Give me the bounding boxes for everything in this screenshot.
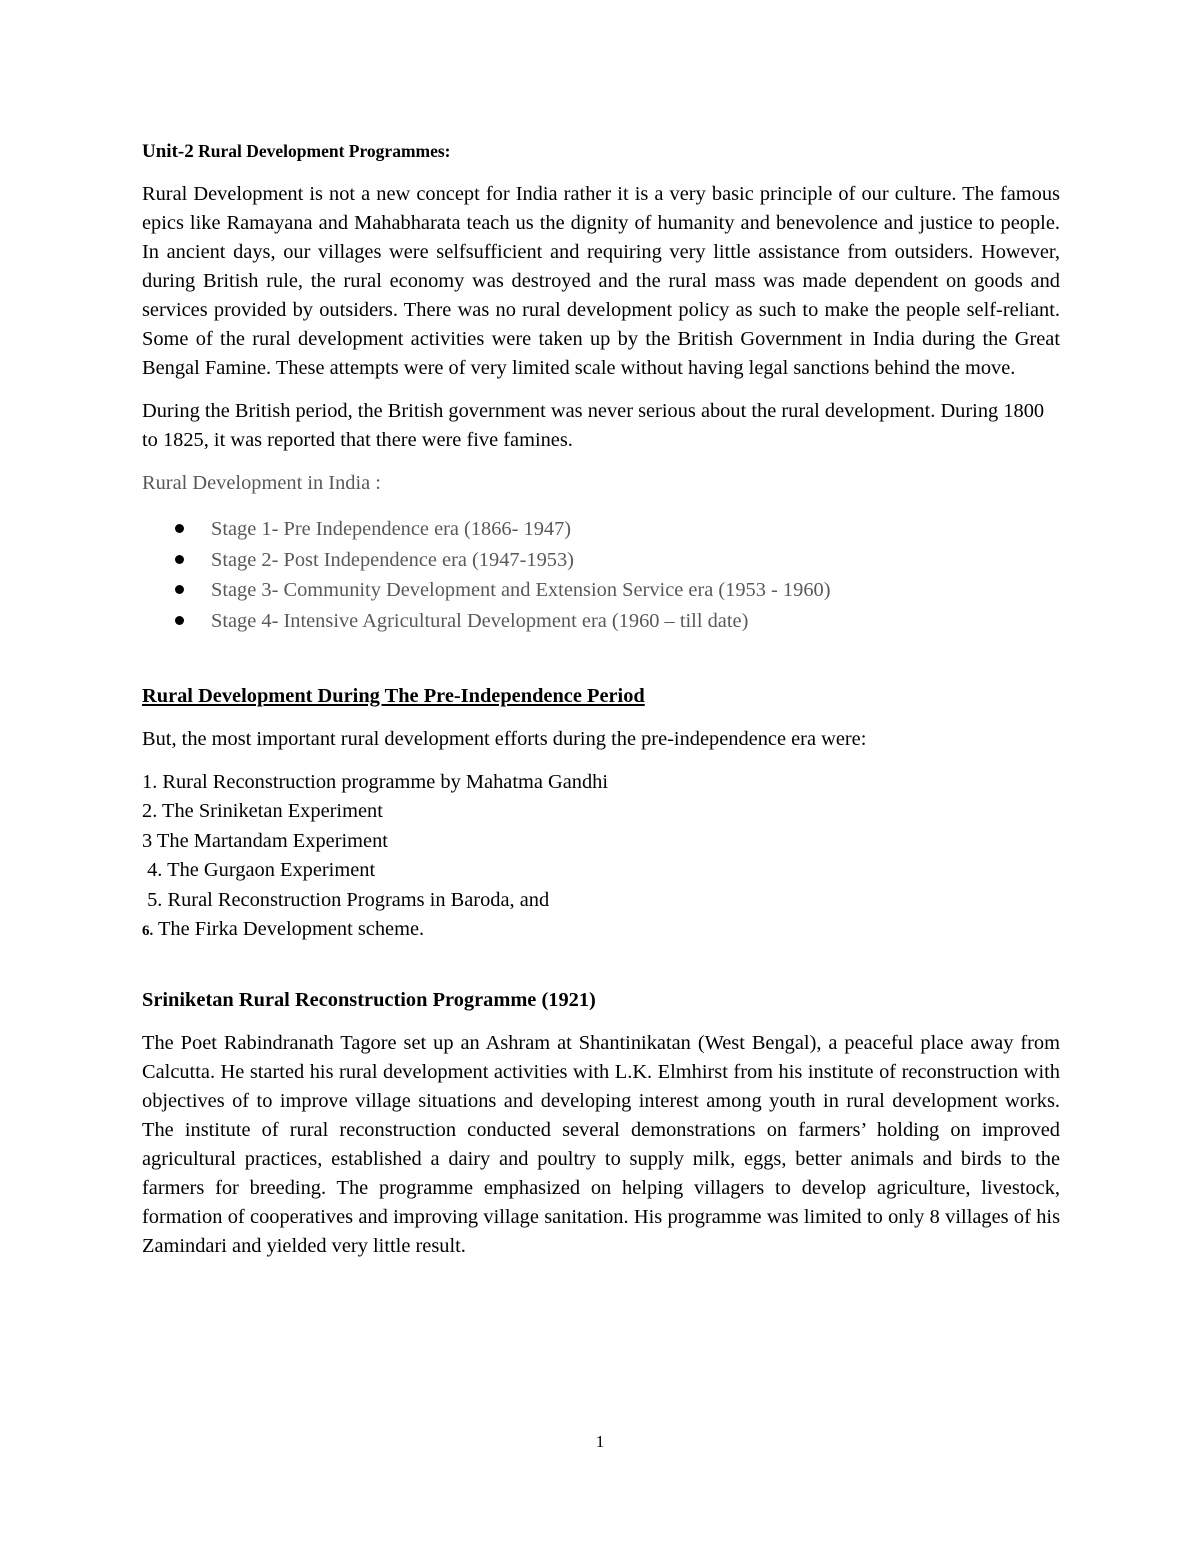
list-item: 5. Rural Reconstruction Programs in Baroda, and — [142, 888, 550, 911]
stage-text: Stage 1- Pre Independence era (1866- 1947) — [211, 518, 572, 540]
list-item — [142, 514, 1060, 545]
list-item — [142, 545, 1060, 576]
intro-paragraph-2: During the British period, the British government was never serious about the rural development. During 1800 to 1825, it was reported that there were five famines. — [142, 400, 1045, 451]
bullet-icon — [175, 616, 184, 625]
unit-title — [142, 140, 1060, 163]
unit-label: Unit-2 — [142, 141, 194, 162]
list-item: 1. Rural Reconstruction programme by Mahatma Gandhi — [142, 771, 609, 793]
stage-text: Stage 3- Community Development and Extension Service era (1953 - 1960) — [211, 579, 831, 601]
list-item — [142, 575, 1060, 606]
stages-list — [142, 514, 1060, 636]
sriniketan-heading: Sriniketan Rural Reconstruction Programme (1921) — [142, 989, 596, 1012]
pre-independence-heading: Rural Development During The Pre-Independence Period — [142, 685, 645, 707]
effort-text: The Firka Development scheme. — [153, 918, 425, 941]
list-item: 2. The Sriniketan Experiment — [142, 800, 383, 823]
page-number: 1 — [595, 1432, 605, 1451]
stage-text: Stage 2- Post Independence era (1947-1953) — [211, 548, 574, 571]
effort-number: 6. — [142, 923, 154, 940]
pre-independence-intro: But, the most important rural development efforts during the pre-independence era were: — [142, 728, 867, 750]
list-item: 3 The Martandam Experiment — [142, 829, 388, 852]
intro-paragraph-1: Rural Development is not a new concept for India rather it is a very basic principle of our culture. The famous epics like Ramayana and Mahabharata teach us the dignity of humanity and benevolence and justice to people. In ancient days, our villages were selfsufficient and requiring very little assistance from outsiders. However, during British rule, the rural economy was destroyed and the rural mass was made dependent on goods and services provided by outsiders. There was no rural development policy as such to make the people self-reliant. Some of the rural development activities were taken up by the British Government in India during the Great Bengal Famine. These attempts were of very limited scale without having legal sanctions behind the move. — [142, 183, 1060, 379]
bullet-icon — [175, 585, 184, 594]
unit-heading: Rural Development Programmes: — [198, 141, 451, 161]
stage-text: Stage 4- Intensive Agricultural Development era (1960 – till date) — [211, 609, 749, 632]
list-item — [142, 915, 1060, 946]
list-item — [142, 606, 1060, 637]
efforts-list — [142, 768, 1060, 946]
sriniketan-paragraph: The Poet Rabindranath Tagore set up an Ashram at Shantinikatan (West Bengal), a peaceful place away from Calcutta. He started his rural development activities with L.K. Elmhirst from his institute of reconstruction with objectives of to improve village situations and developing interest among youth in rural development works. The institute of rural reconstruction conducted several demonstrations on farmers’ holding on improved agricultural practices, established a dairy and poultry to supply milk, eggs, better animals and birds to the farmers for breeding. The programme emphasized on helping villagers to develop agriculture, livestock, formation of cooperatives and improving village sanitation. His programme was limited to only 8 villages of his Zamindari and yielded very little result. — [142, 1032, 1060, 1258]
stages-heading: Rural Development in India : — [142, 472, 381, 494]
list-item: 4. The Gurgaon Experiment — [142, 859, 376, 882]
bullet-icon — [175, 524, 184, 533]
bullet-icon — [175, 555, 184, 564]
document-page — [142, 140, 1060, 1261]
